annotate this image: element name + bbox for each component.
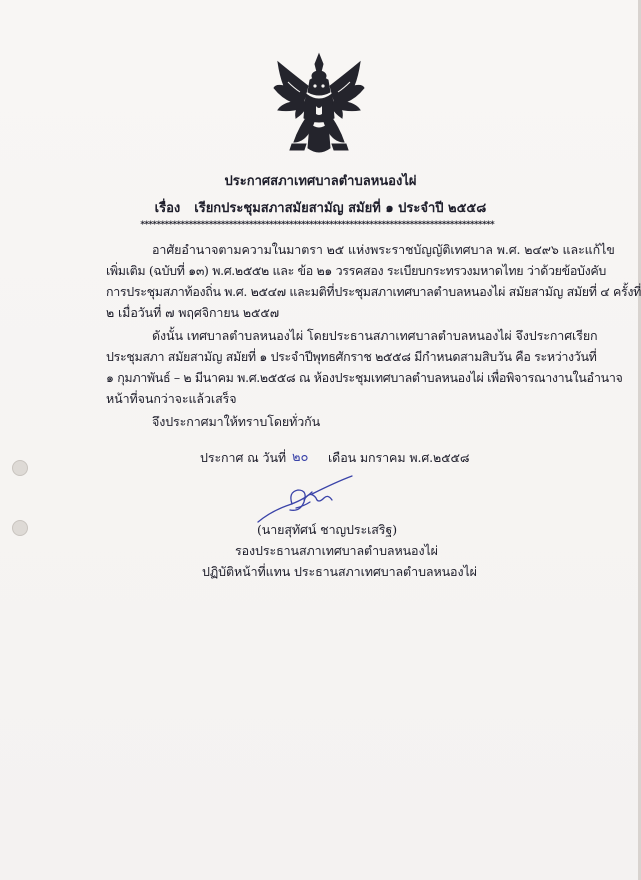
signatory-acting: ปฏิบัติหน้าที่แทน ประธานสภาเทศบาลตำบลหนองไผ่ [202,564,477,579]
signatory-position: รองประธานสภาเทศบาลตำบลหนองไผ่ [235,543,438,558]
paragraph-1-line: เพิ่มเติม (ฉบับที่ ๑๓) พ.ศ.๒๕๕๒ และ ข้อ ๒๑ วรรคสอง ระเบียบกระทรวงมหาดไทย ว่าด้วยข้อบังคับ [106,263,606,278]
announce-day: ๒๐ [292,450,309,465]
punch-hole [12,460,28,476]
announce-month-year: เดือน มกราคม พ.ศ.๒๕๕๘ [328,450,470,465]
subject-text: เรียกประชุมสภาสมัยสามัญ สมัยที่ ๑ ประจำปี ๒๕๕๘ [194,201,487,216]
paragraph-2-line: ดังนั้น เทศบาลตำบลหนองไผ่ โดยประธานสภาเทศบาลตำบลหนองไผ่ จึงประกาศเรียก [152,328,598,343]
closing-statement: จึงประกาศมาให้ทราบโดยทั่วกัน [152,414,321,429]
subject-label: เรื่อง [154,201,181,216]
garuda-emblem-icon [272,52,366,158]
document-subject [0,197,641,218]
announce-prefix: ประกาศ ณ วันที่ [200,450,287,465]
paragraph-1-line: การประชุมสภาท้องถิ่น พ.ศ. ๒๕๔๗ และมติที่ประชุมสภาเทศบาลตำบลหนองไผ่ สมัยสามัญ สมัยที่ ๔ ครั้งที่ [106,284,641,299]
paragraph-1-line: อาศัยอำนาจตามความในมาตรา ๒๕ แห่งพระราชบัญญัติเทศบาล พ.ศ. ๒๔๙๖ และแก้ไข [152,242,615,257]
punch-hole [12,520,28,536]
paragraph-2-line: หน้าที่จนกว่าจะแล้วเสร็จ [106,391,237,406]
paragraph-2-line: ๑ กุมภาพันธ์ – ๒ มีนาคม พ.ศ.๒๕๕๘ ณ ห้องประชุมเทศบาลตำบลหนองไผ่ เพื่อพิจารณางานในอำนาจ [106,370,623,385]
document-title: ประกาศสภาเทศบาลตำบลหนองไผ่ [224,174,417,189]
paragraph-2-line: ประชุมสภา สมัยสามัญ สมัยที่ ๑ ประจำปีพุทธศักราช ๒๕๕๘ มีกำหนดสามสิบวัน คือ ระหว่างวันที่ [106,349,597,364]
paragraph-1-line: ๒ เมื่อวันที่ ๗ พฤศจิกายน ๒๕๕๗ [106,305,280,320]
separator-line: **************************************************************************************** [140,220,494,230]
signatory-name: (นายสุทัศน์ ชาญประเสริฐ) [257,522,397,537]
